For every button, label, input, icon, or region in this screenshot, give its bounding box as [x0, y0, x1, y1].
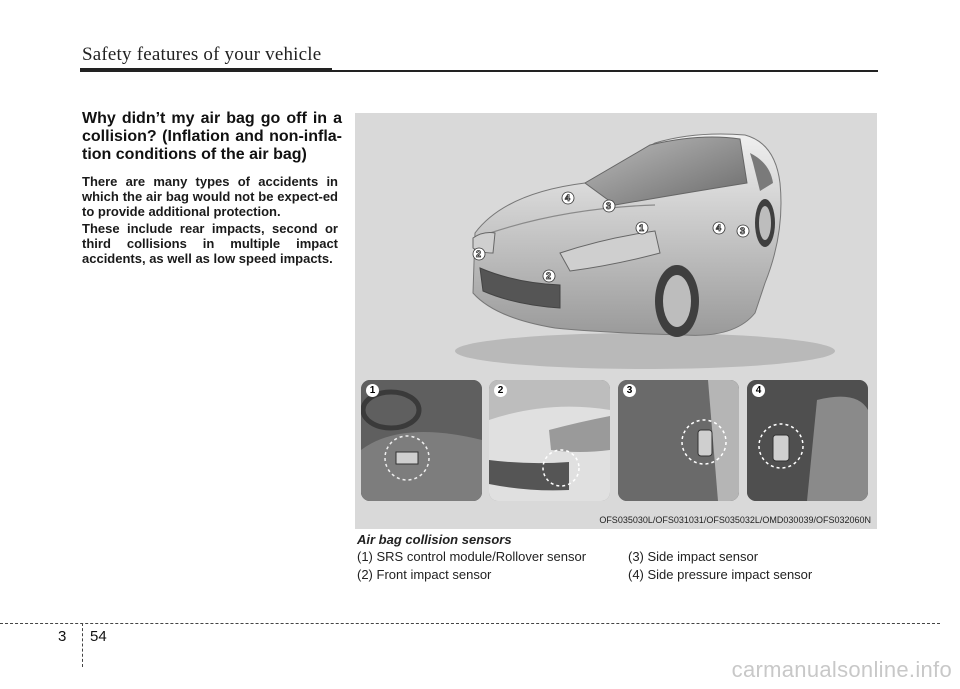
header-rule-thin — [332, 70, 878, 72]
inset-number-4: 4 — [752, 384, 765, 397]
header-rule-thick — [80, 68, 332, 72]
caption-item-2: (2) Front impact sensor — [357, 567, 492, 582]
figure-codes: OFS035030L/OFS031031/OFS035032L/OMD030039/OFS032060N — [599, 515, 871, 525]
inset-panel-4 — [747, 380, 868, 501]
callout-2a — [473, 248, 485, 260]
inset-number-3: 3 — [623, 384, 636, 397]
svg-text:2: 2 — [546, 271, 552, 281]
caption-title: Air bag collision sensors — [357, 532, 512, 547]
svg-text:3: 3 — [606, 201, 612, 211]
caption-item-1: (1) SRS control module/Rollover sensor — [357, 549, 587, 564]
inset-panel-3 — [618, 380, 739, 501]
inset-number-1: 1 — [366, 384, 379, 397]
callout-4a — [562, 192, 574, 204]
question-heading: Why didn’t my air bag go off in a collision? (Inflation and non-infla-tion conditions of the air bag) — [82, 110, 342, 163]
page-number: 54 — [90, 628, 107, 645]
figure-panel — [355, 113, 877, 529]
footer-dashed-rule — [0, 623, 940, 624]
svg-text:4: 4 — [716, 223, 722, 233]
inset-number-2: 2 — [494, 384, 507, 397]
svg-text:1: 1 — [639, 223, 645, 233]
paragraph-1: There are many types of accidents in which the air bag would not be expect-ed to provide additional protection. — [82, 174, 338, 219]
svg-text:4: 4 — [565, 193, 571, 203]
inset-panel-1 — [361, 380, 482, 501]
caption-item-4: (4) Side pressure impact sensor — [628, 567, 813, 582]
paragraph-2: These include rear impacts, second or third collisions in multiple impact accidents, as well as low speed impacts. — [82, 221, 338, 266]
section-number: 3 — [58, 628, 67, 645]
header-title: Safety features of your vehicle — [82, 44, 322, 65]
callout-4b — [713, 222, 725, 234]
svg-text:3: 3 — [740, 226, 746, 236]
car-illustration — [355, 113, 877, 378]
callout-1 — [636, 222, 648, 234]
watermark-text: carmanualsonline.info — [731, 657, 952, 682]
caption-item-3: (3) Side impact sensor — [628, 549, 759, 564]
callout-3b — [737, 225, 749, 237]
inset-panel-2 — [489, 380, 610, 501]
callout-2b — [543, 270, 555, 282]
callout-3a — [603, 200, 615, 212]
svg-text:2: 2 — [476, 249, 482, 259]
footer-vertical-rule — [82, 623, 83, 667]
